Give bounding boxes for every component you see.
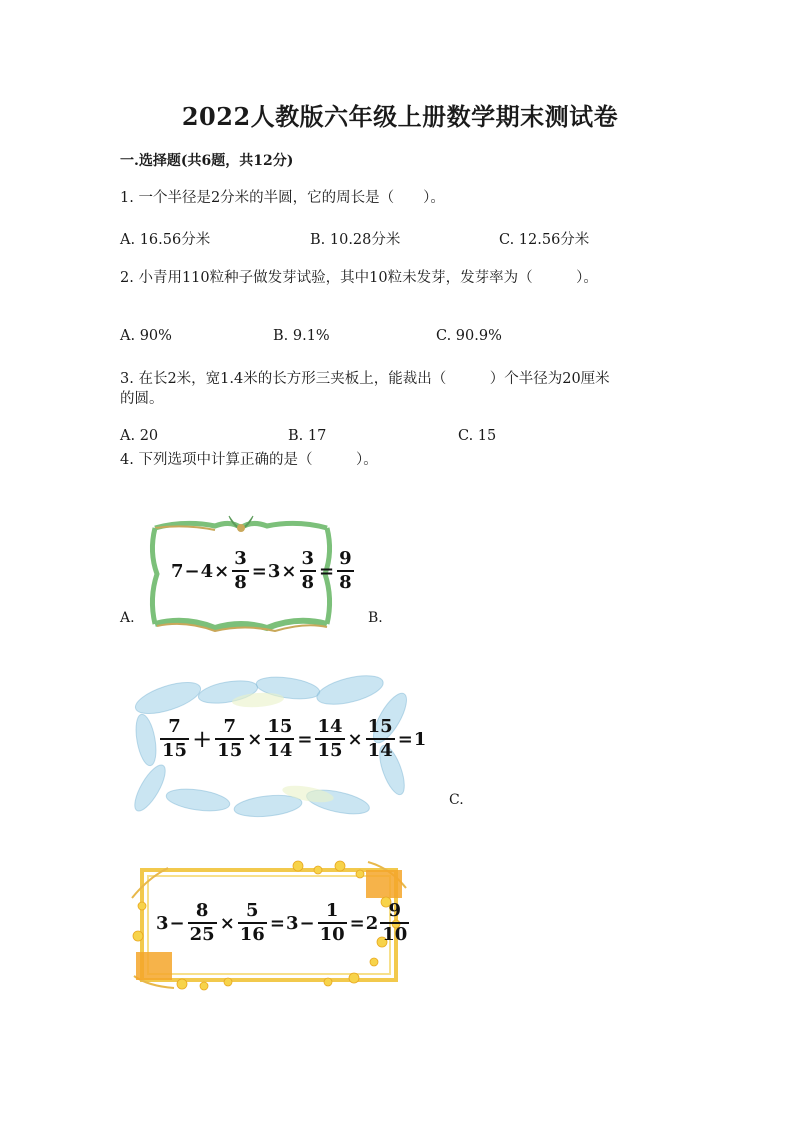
eq-a-fraction-2: $\frac{3}{8}$ [301,548,315,593]
equation-c [156,902,411,944]
page-title: 2022人教版六年级上册数学期末测试卷 [181,102,619,131]
eq-c-fraction-3: $\frac{1}{10}$ [319,900,345,945]
question-4-option-a-label[interactable]: A. [120,610,135,626]
eq-a-op-2: × [214,560,230,582]
question-4-text: 4. 下列选项中计算正确的是（ ）。 [120,452,378,468]
eq-b-fraction-1: 7 15 [162,716,188,761]
question-2-option-a[interactable]: A. 90% [120,328,172,344]
question-3-text-line1: 3. 在长2米，宽1.4米的长方形三夹板上，能裁出（ ）个半径为20厘米 [120,371,610,387]
question-2-text: 2. 小青用110粒种子做发芽试验，其中10粒未发芽，发芽率为（ ）。 [120,270,598,286]
eq-a-op-5: = [319,560,335,582]
question-3-text-line2: 的圆。 [120,391,164,407]
eq-b-op-4: × [347,728,363,750]
eq-c-term-3: 2 [365,912,379,934]
eq-c-fraction-2: $\frac{5}{16}$ [239,900,265,945]
question-1-option-b[interactable]: B. 10.28分米 [310,232,401,248]
eq-b-op-2: × [247,728,263,750]
eq-c-term-2: 3 [285,912,299,934]
eq-a-fraction-3: $\frac{9}{8}$ [339,548,352,593]
ribbon-frame-image[interactable] [145,512,352,636]
eq-c-op-4: − [299,912,315,934]
eq-b-op-1: + [192,725,213,753]
leaf-frame-image[interactable] [128,670,427,818]
eq-a-op-4: × [281,560,297,582]
eq-a-op-3: = [251,560,267,582]
eq-c-op-1: − [169,912,185,934]
equation-a [171,550,356,592]
eq-c-fraction-1: $\frac{8}{25}$ [189,900,215,945]
eq-b-op-5: = [397,728,413,750]
question-4-option-c-label[interactable]: C. [449,792,464,808]
question-2-option-c[interactable]: C. 90.9% [436,328,502,344]
eq-b-fraction-4: $\frac{14}{15}$ [317,716,343,761]
eq-c-term-1: 3 [156,912,169,934]
question-3-option-c[interactable]: C. 15 [458,428,497,444]
question-1-option-a[interactable]: A. 16.56分米 [120,232,211,248]
question-1-text: 1. 一个半径是2分米的半圆，它的周长是（ ）。 [120,190,445,206]
eq-a-fraction-1: $\frac{3}{8}$ [234,548,247,593]
question-1-option-c[interactable]: C. 12.56分米 [499,232,590,248]
eq-b-fraction-2: $\frac{7}{15}$ [217,716,243,761]
equation-b [158,718,426,760]
eq-a-op-1: − [184,560,200,582]
question-4-option-b-label[interactable]: B. [368,610,383,626]
eq-c-op-3: = [269,912,285,934]
flower-frame-image[interactable] [128,858,410,992]
eq-b-fraction-3: $\frac{15}{14}$ [267,716,293,761]
eq-b-fraction-5: $\frac{15}{14}$ [367,716,393,761]
section-heading: 一.选择题(共6题，共12分) [120,153,294,169]
eq-b-term-1: 1 [413,728,427,750]
eq-b-op-3: = [297,728,313,750]
eq-a-term-1: 7 [171,560,184,582]
question-2-option-b[interactable]: B. 9.1% [273,328,330,344]
eq-c-fraction-4: 9 10 [382,900,408,945]
eq-a-term-2: 4 [200,560,214,582]
eq-c-op-5: = [349,912,365,934]
eq-c-op-2: × [219,912,235,934]
eq-a-term-3: 3 [267,560,281,582]
question-3-option-a[interactable]: A. 20 [120,428,159,444]
question-3-option-b[interactable]: B. 17 [288,428,327,444]
